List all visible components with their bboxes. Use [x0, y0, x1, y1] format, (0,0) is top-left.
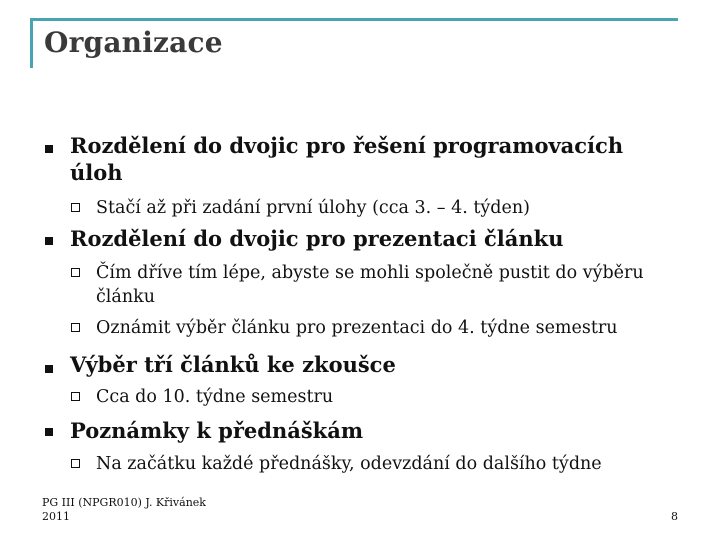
level1-bullet-text: Rozdělení do dvojic pro řešení programovacích úloh — [70, 133, 624, 185]
level2-bullet-marker — [71, 323, 80, 332]
level2-bullet-marker — [71, 268, 80, 277]
page-number: 8 — [671, 510, 678, 523]
level1-bullet-text: Výběr tří článků ke zkoušce — [70, 352, 396, 377]
level2-bullet-marker — [71, 392, 80, 401]
level2-bullet-text: Stačí až při zadání první úlohy (cca 3. – 4. týden) — [96, 198, 530, 218]
footer-line-year: 2011 — [42, 510, 70, 523]
level2-bullet-text: Na začátku každé přednášky, odevzdání do dalšího týdne — [96, 454, 602, 474]
page-title: Organizace — [44, 26, 223, 59]
footer-text — [42, 496, 206, 524]
level2-bullet-text: Cca do 10. týdne semestru — [96, 387, 334, 407]
level1-bullet-marker — [45, 365, 53, 373]
level1-bullet-marker — [45, 237, 53, 245]
level2-bullet-marker — [71, 203, 80, 212]
level2-bullet-marker — [71, 459, 80, 468]
level1-bullet-marker — [45, 145, 53, 153]
level2-bullet-text: Oznámit výběr článku pro prezentaci do 4. týdne semestru — [96, 318, 618, 338]
level1-bullet-text: Poznámky k přednáškám — [70, 418, 364, 443]
level1-bullet-text: Rozdělení do dvojic pro prezentaci článku — [70, 226, 564, 251]
level2-bullet-text: Čím dříve tím lépe, abyste se mohli společně pustit do výběru článku — [96, 263, 644, 307]
level1-bullet-marker — [45, 428, 53, 436]
footer-line-course: PG III (NPGR010) J. Křivánek — [42, 496, 206, 509]
